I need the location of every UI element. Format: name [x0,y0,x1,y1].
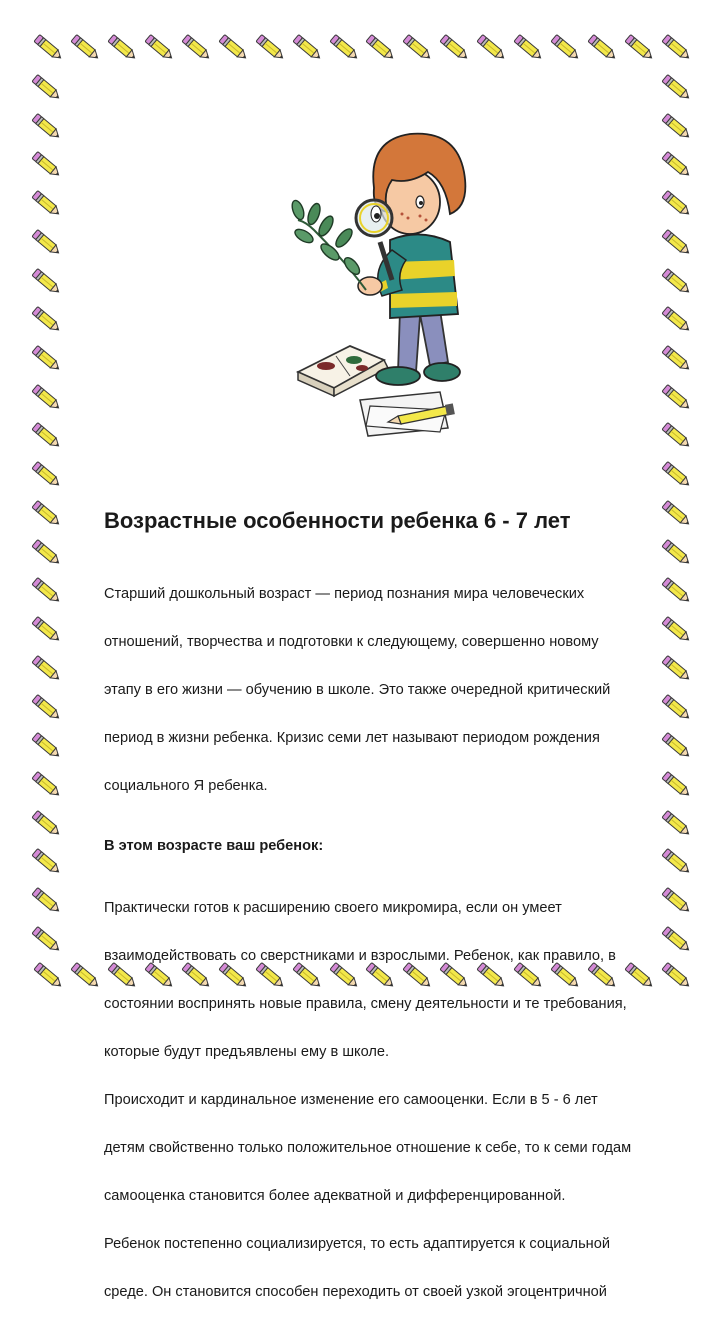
body-line: которые будут предъявлены ему в школе. [104,1044,390,1060]
pencil-icon [436,30,472,66]
pencil-icon [178,30,214,66]
pencil-icon [28,380,64,416]
pencil-icon [473,30,509,66]
pencil-icon [28,690,64,726]
intro-line: этапу в его жизни — обучению в школе. Это также очередной критический [104,682,611,698]
plant-icon [290,199,366,290]
body-line: Практически готов к расширению своего микромира, если он умеет [104,900,562,916]
pencil-icon [67,958,103,994]
pencil-icon [28,186,64,222]
page-title: Возрастные особенности ребенка 6 - 7 лет [104,508,571,533]
body-line: Происходит и кардинальное изменение его самооценки. Если в 5 - 6 лет [104,1092,598,1108]
pencil-icon [30,958,66,994]
pencil-icon [28,418,64,454]
pencil-icon [658,380,694,416]
child-with-magnifier-illustration [270,110,480,440]
magnifier-icon [356,200,392,280]
intro-line: период в жизни ребенка. Кризис семи лет называют периодом рождения [104,730,600,746]
pencil-icon [510,30,546,66]
pencil-icon [658,70,694,106]
intro-line: социального Я ребенка. [104,778,268,794]
pencil-icon [28,264,64,300]
intro-line: Старший дошкольный возраст — период познания мира человеческих [104,586,585,602]
pencil-icon [28,573,64,609]
pencil-icon [215,30,251,66]
pencil-icon [362,30,398,66]
intro-line: отношений, творчества и подготовки к следующему, совершенно новому [104,634,599,650]
pencil-icon [326,30,362,66]
pencil-icon [621,30,657,66]
intro-paragraph [104,558,664,822]
document-content [104,506,664,1328]
pencil-icon [584,30,620,66]
pencil-icon [30,30,66,66]
border-right [658,70,698,958]
pencil-icon [28,225,64,261]
pencil-icon [141,30,177,66]
pencil-icon [67,30,103,66]
pencil-icon [658,418,694,454]
body-line: состоянии воспринять новые правила, смену деятельности и те требования, [104,996,627,1012]
pencil-icon [658,457,694,493]
body-line: детям свойственно только положительное отношение к себе, то к семи годам [104,1140,632,1156]
pencil-icon [28,651,64,687]
pencil-icon [28,844,64,880]
pencil-icon [252,30,288,66]
pencil-icon [658,30,694,66]
pencil-icon [658,302,694,338]
pencil-icon [658,264,694,300]
body-line: среде. Он становится способен переходить от своей узкой эгоцентричной [104,1284,607,1300]
pencil-icon [658,109,694,145]
pencil-icon [399,30,435,66]
pencil-icon [28,341,64,377]
pencil-icon [28,922,64,958]
body-paragraph [104,872,664,1328]
open-book-icon [298,346,388,396]
pencil-icon [28,612,64,648]
pencil-icon [28,535,64,571]
pencil-icon [28,728,64,764]
border-left [28,70,68,958]
pencil-icon [28,302,64,338]
pencil-icon [547,30,583,66]
body-line: самооценка становится более адекватной и дифференцированной. [104,1188,566,1204]
border-top [30,30,694,70]
pencil-icon [658,225,694,261]
pencil-icon [104,30,140,66]
pencil-icon [28,883,64,919]
section-subheading: В этом возрасте ваш ребенок: [104,838,324,854]
pencil-icon [658,341,694,377]
pencil-icon [28,457,64,493]
pencil-icon [28,109,64,145]
pencil-icon [28,70,64,106]
body-line: взаимодействовать со сверстниками и взрослыми. Ребенок, как правило, в [104,948,616,964]
pencil-icon [289,30,325,66]
body-line: Ребенок постепенно социализируется, то есть адаптируется к социальной [104,1236,611,1252]
pencil-icon [658,147,694,183]
pencil-icon [28,767,64,803]
pencil-icon [28,496,64,532]
pencil-icon [28,147,64,183]
pencil-icon [658,186,694,222]
pencil-icon [28,806,64,842]
